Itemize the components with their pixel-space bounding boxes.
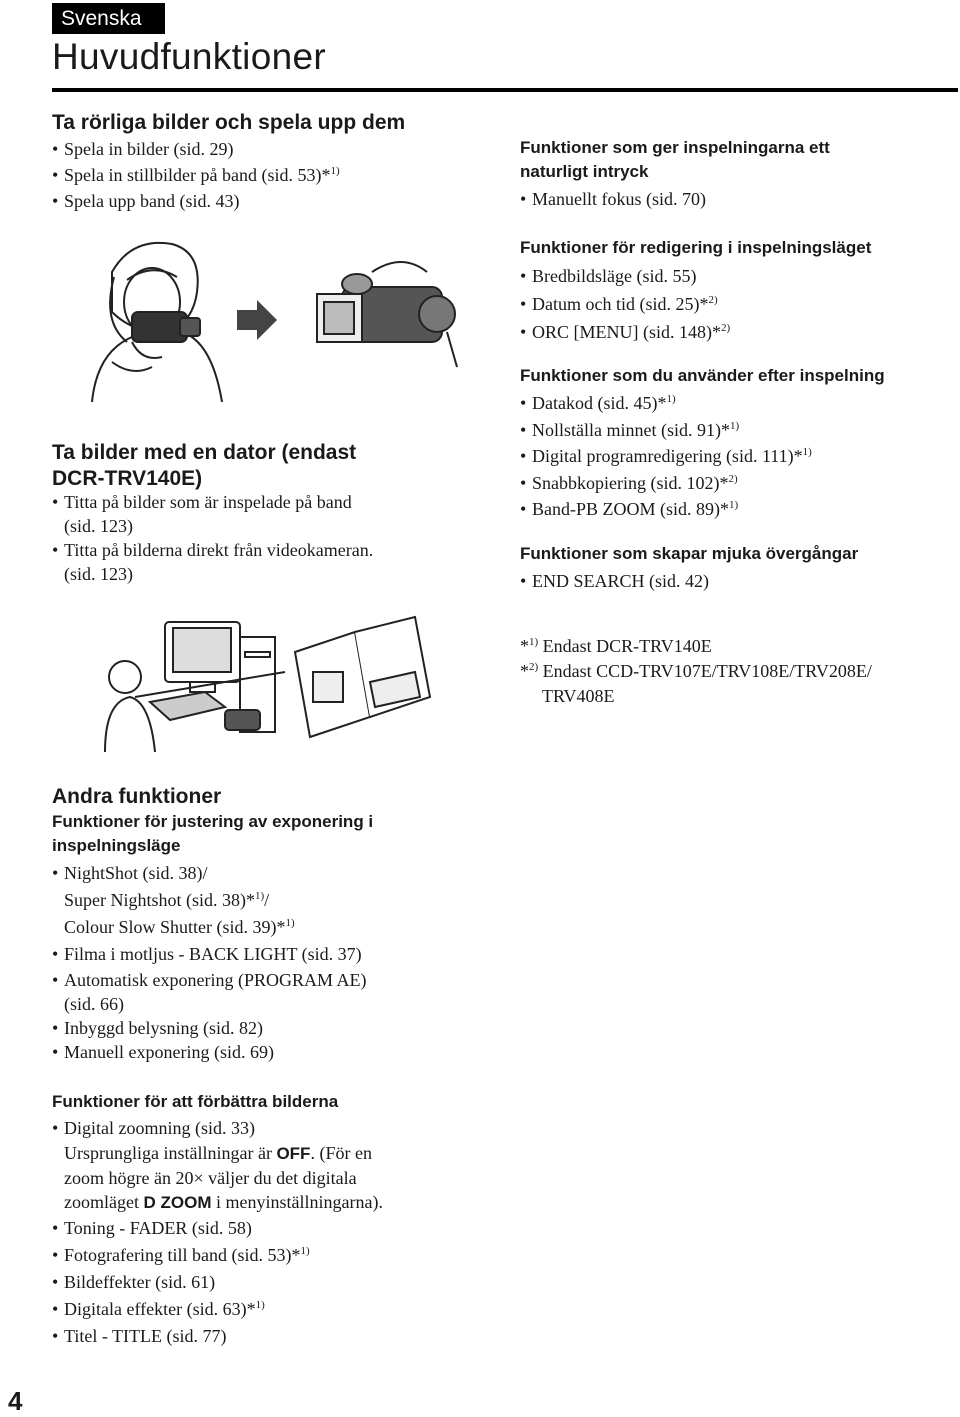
language-badge: Svenska <box>52 3 165 34</box>
footnote-1: *$^{1)}$ Endast DCR-TRV140E <box>520 636 712 656</box>
computer-illustration <box>95 612 435 757</box>
list-item: • Spela in stillbilder på band (sid. 53)*$^{1)}$ <box>52 162 472 188</box>
list-item: • Inbyggd belysning (sid. 82) <box>52 1016 492 1040</box>
section-record-heading: Ta rörliga bilder och spela upp dem <box>52 111 406 134</box>
list-item-continuation: (sid. 66) <box>64 994 124 1014</box>
camcorder-illustration <box>72 232 472 407</box>
list-item-continuation: (sid. 123) <box>64 564 133 584</box>
list-item: • Titta på bilderna direkt från videokameran. <box>52 538 482 562</box>
dzoom-keyword: D ZOOM <box>143 1193 212 1212</box>
list-item: • Band-PB ZOOM (sid. 89)*$^{1)}$ <box>520 496 950 523</box>
page-title: Huvudfunktioner <box>52 36 326 77</box>
section-editing-heading: Funktioner för redigering i inspelningsläget <box>520 238 872 257</box>
section-improve <box>52 1090 492 1350</box>
list-item: • Spela upp band (sid. 43) <box>52 188 472 214</box>
list-item: • Digitala effekter (sid. 63)*$^{1)}$ <box>52 1296 492 1323</box>
section-other-heading: Andra funktioner <box>52 785 222 808</box>
section-natural-heading: Funktioner som ger inspelningarna ett naturligt intryck <box>520 138 830 181</box>
footnotes <box>520 634 950 709</box>
section-record-list <box>52 136 472 214</box>
list-item-continuation: Ursprungliga inställningar är OFF. (För en <box>64 1143 372 1163</box>
section-record <box>52 110 472 214</box>
section-transitions <box>520 542 950 594</box>
list-item: • Fotografering till band (sid. 53)*$^{1)}$ <box>52 1242 492 1269</box>
footnote-2: *$^{2)}$ Endast CCD-TRV107E/TRV108E/TRV208E/ <box>520 661 872 681</box>
list-item: • NightShot (sid. 38)/ <box>52 860 492 887</box>
list-item: • Snabbkopiering (sid. 102)*$^{2)}$ <box>520 470 950 497</box>
list-item: • Bredbildsläge (sid. 55) <box>520 262 950 290</box>
list-item: • Bildeffekter (sid. 61) <box>52 1269 492 1296</box>
list-item: • Nollställa minnet (sid. 91)*$^{1)}$ <box>520 417 950 444</box>
list-item: • Manuellt fokus (sid. 70) <box>520 186 950 212</box>
section-improve-list <box>52 1115 492 1350</box>
list-item: • Automatisk exponering (PROGRAM AE) <box>52 968 492 993</box>
section-after-list <box>520 390 950 523</box>
list-item-continuation: (sid. 123) <box>64 516 133 536</box>
footnote-2-continuation: TRV408E <box>542 686 615 706</box>
section-computer-list <box>52 490 482 586</box>
page-number: 4 <box>8 1386 23 1416</box>
title-rule <box>52 88 958 92</box>
section-after <box>520 364 950 523</box>
section-improve-heading: Funktioner för att förbättra bilderna <box>52 1092 339 1111</box>
list-item-continuation: Super Nightshot (sid. 38)*$^{1)}$/ <box>64 890 270 910</box>
list-item: • Manuell exponering (sid. 69) <box>52 1040 492 1064</box>
section-computer <box>52 440 482 586</box>
section-other-list <box>52 860 492 1064</box>
list-item: • Toning - FADER (sid. 58) <box>52 1215 492 1242</box>
section-other-subheading: Funktioner för justering av exponering i inspelningsläge <box>52 812 374 855</box>
list-item: • ORC [MENU] (sid. 148)*$^{2)}$ <box>520 318 950 346</box>
off-keyword: OFF <box>276 1144 311 1163</box>
list-item: • Titta på bilder som är inspelade på band <box>52 490 482 514</box>
list-item: • Spela in bilder (sid. 29) <box>52 136 472 162</box>
list-item: • Titel - TITLE (sid. 77) <box>52 1323 492 1350</box>
section-computer-heading: Ta bilder med en dator (endast DCR-TRV140E) <box>52 441 357 490</box>
list-item: • Digital programredigering (sid. 111)*$^{1)}$ <box>520 443 950 470</box>
section-other <box>52 784 492 1064</box>
section-editing-list <box>520 262 950 346</box>
section-transitions-list <box>520 568 950 594</box>
list-item: • END SEARCH (sid. 42) <box>520 568 950 594</box>
list-item: • Datakod (sid. 45)*$^{1)}$ <box>520 390 950 417</box>
list-item: • Datum och tid (sid. 25)*$^{2)}$ <box>520 290 950 318</box>
list-item: • Filma i motljus - BACK LIGHT (sid. 37) <box>52 941 492 968</box>
section-natural <box>520 136 950 212</box>
list-item-continuation: zoomläget D ZOOM i menyinställningarna). <box>64 1192 383 1212</box>
section-transitions-heading: Funktioner som skapar mjuka övergångar <box>520 544 859 563</box>
list-item-continuation: Colour Slow Shutter (sid. 39)*$^{1)}$ <box>64 917 295 937</box>
list-item-continuation: zoom högre än 20× väljer du det digitala <box>64 1168 357 1188</box>
section-natural-list <box>520 186 950 212</box>
list-item: • Digital zoomning (sid. 33) <box>52 1115 492 1141</box>
section-editing <box>520 236 950 346</box>
section-after-heading: Funktioner som du använder efter inspelning <box>520 366 885 385</box>
